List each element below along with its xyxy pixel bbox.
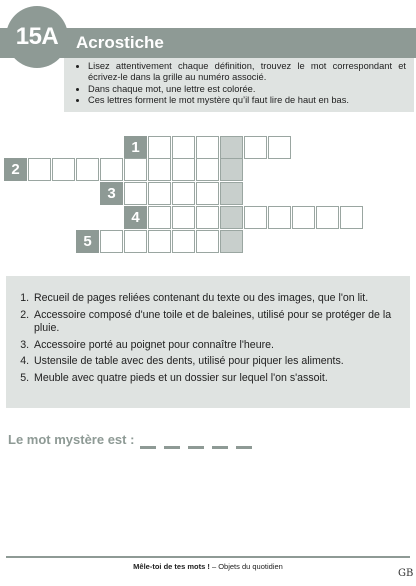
mystery-blank[interactable]	[140, 446, 156, 449]
letter-cell[interactable]	[244, 206, 267, 229]
mystery-letter-cell[interactable]	[220, 136, 243, 159]
letter-cell[interactable]	[76, 158, 99, 181]
clue-item: 4. Ustensile de table avec des dents, utilisé pour piquer les aliments.	[32, 355, 400, 369]
letter-cell[interactable]	[244, 136, 267, 159]
publisher-logo: GB	[398, 568, 414, 579]
letter-cell[interactable]	[28, 158, 51, 181]
mystery-blank[interactable]	[188, 446, 204, 449]
mystery-letter-cell[interactable]	[220, 158, 243, 181]
instruction-item: • Ces lettres forment le mot mystère qu’il faut lire de haut en bas.	[88, 95, 406, 106]
letter-cell[interactable]	[196, 158, 219, 181]
mystery-blank[interactable]	[236, 446, 252, 449]
letter-cell[interactable]	[100, 158, 123, 181]
letter-cell[interactable]	[124, 158, 147, 181]
letter-cell[interactable]	[148, 206, 171, 229]
instruction-item: • Lisez attentivement chaque définition, trouvez le mot correspondant et écrivez-le dans la grille au numéro associé.	[88, 61, 406, 84]
clue-number-5: 5	[76, 230, 99, 253]
clue-number-3: 3	[100, 182, 123, 205]
letter-cell[interactable]	[196, 206, 219, 229]
page-title: Acrostiche	[76, 33, 164, 52]
clue-number-2: 2	[4, 158, 27, 181]
mystery-letter-cell[interactable]	[220, 206, 243, 229]
letter-cell[interactable]	[172, 206, 195, 229]
letter-cell[interactable]	[196, 136, 219, 159]
clue-item: 2. Accessoire composé d'une toile et de baleines, utilisé pour se protéger de la pluie.	[32, 309, 400, 336]
clue-item: 5. Meuble avec quatre pieds et un dossier sur lequel l'on s'assoit.	[32, 372, 400, 386]
letter-cell[interactable]	[52, 158, 75, 181]
letter-cell[interactable]	[196, 230, 219, 253]
mystery-blank[interactable]	[164, 446, 180, 449]
letter-cell[interactable]	[148, 182, 171, 205]
letter-cell[interactable]	[268, 206, 291, 229]
letter-cell[interactable]	[172, 158, 195, 181]
clues-panel	[6, 276, 410, 408]
clue-item: 1. Recueil de pages reliées contenant du texte ou des images, que l'on lit.	[32, 292, 400, 306]
letter-cell[interactable]	[196, 182, 219, 205]
mystery-word-label: Le mot mystère est :	[8, 432, 135, 447]
footer	[0, 562, 416, 571]
letter-cell[interactable]	[172, 182, 195, 205]
crossword-grid	[0, 0, 416, 260]
mystery-blank[interactable]	[212, 446, 228, 449]
instruction-item: • Dans chaque mot, une lettre est colorée.	[88, 84, 406, 95]
footer-subtitle: – Objets du quotidien	[209, 562, 283, 571]
letter-cell[interactable]	[148, 158, 171, 181]
footer-title: Mêle-toi de tes mots !	[133, 562, 210, 571]
letter-cell[interactable]	[316, 206, 339, 229]
clue-item: 3. Accessoire porté au poignet pour connaître l'heure.	[32, 339, 400, 353]
letter-cell[interactable]	[124, 182, 147, 205]
letter-cell[interactable]	[148, 230, 171, 253]
clue-number-4: 4	[124, 206, 147, 229]
exercise-number: 15A	[15, 23, 59, 50]
mystery-letter-cell[interactable]	[220, 230, 243, 253]
letter-cell[interactable]	[340, 206, 363, 229]
letter-cell[interactable]	[172, 136, 195, 159]
letter-cell[interactable]	[100, 230, 123, 253]
letter-cell[interactable]	[172, 230, 195, 253]
mystery-letter-cell[interactable]	[220, 182, 243, 205]
letter-cell[interactable]	[148, 136, 171, 159]
letter-cell[interactable]	[268, 136, 291, 159]
letter-cell[interactable]	[124, 230, 147, 253]
letter-cell[interactable]	[292, 206, 315, 229]
footer-divider	[6, 556, 410, 558]
clue-number-1: 1	[124, 136, 147, 159]
